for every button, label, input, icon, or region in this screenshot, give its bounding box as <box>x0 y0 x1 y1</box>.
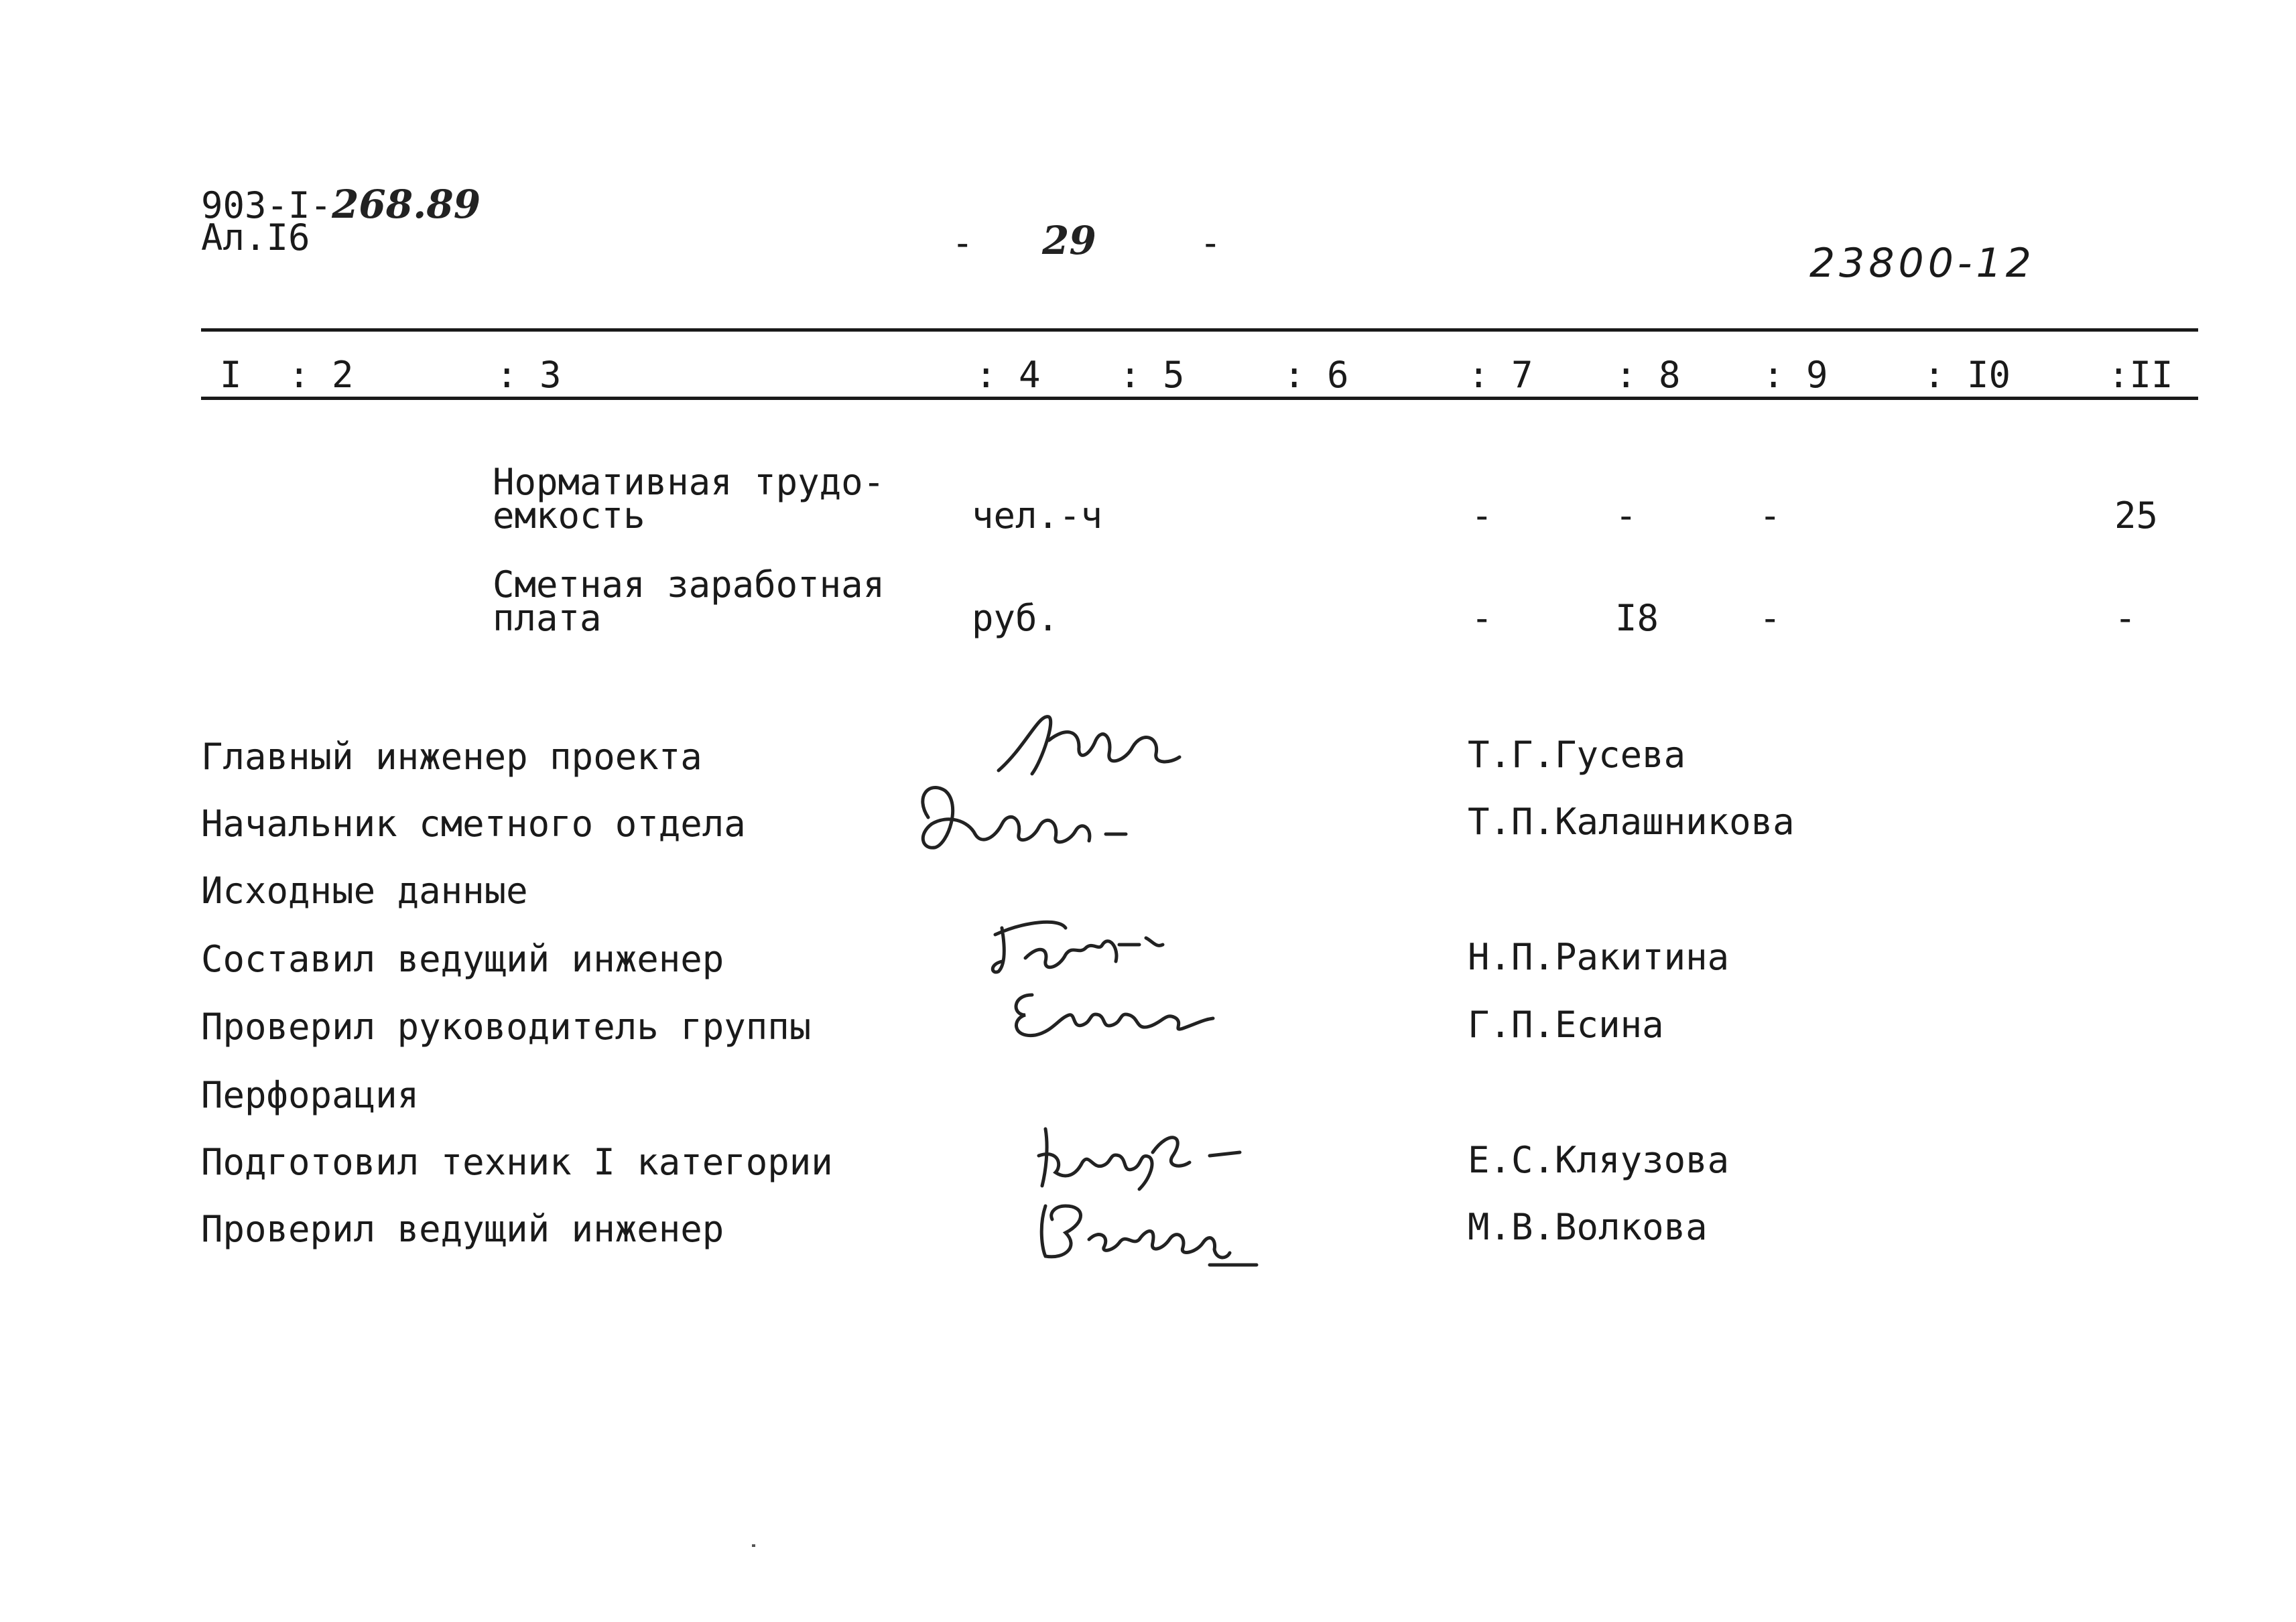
column-header-3: : 3 <box>496 354 562 396</box>
column-header-8: : 8 <box>1615 354 1681 396</box>
page-dash-left: - <box>952 222 974 264</box>
signoff-name: Т.Г.Гусева <box>1468 734 1686 776</box>
signoff-role: Подготовил техник I категории <box>201 1141 833 1183</box>
column-header-5: : 5 <box>1119 354 1185 396</box>
signature-volkova <box>1025 1186 1267 1273</box>
column-header-2: : 2 <box>288 354 354 396</box>
row-name-line1: Нормативная трудо- <box>493 461 885 503</box>
document-code-prefix: 903-I- <box>201 184 332 226</box>
row-name-line2: емкость <box>493 494 645 537</box>
row-col8: - <box>1615 494 1637 537</box>
signoff-name: Е.С.Кляузова <box>1468 1139 1730 1181</box>
row-col11: - <box>2114 597 2136 639</box>
column-header-4: : 4 <box>975 354 1041 396</box>
column-header-9: : 9 <box>1763 354 1828 396</box>
signature-esina <box>1005 978 1220 1045</box>
column-header-6: : 6 <box>1283 354 1349 396</box>
signoff-role: Проверил руководитель группы <box>201 1006 812 1048</box>
sheet-label: Ал.I6 <box>201 216 310 259</box>
column-header-10: : I0 <box>1923 354 2011 396</box>
row-col9: - <box>1759 597 1781 639</box>
document-code-handwritten: 268.89 <box>332 182 481 227</box>
column-header-1: I <box>220 354 242 396</box>
signoff-role: Перфорация <box>201 1074 420 1116</box>
signature-kalashnikova <box>908 770 1136 864</box>
row-col9: - <box>1759 494 1781 537</box>
signoff-role: Проверил ведущий инженер <box>201 1208 724 1250</box>
row-col11: 25 <box>2114 494 2159 537</box>
row-unit: руб. <box>972 597 1060 639</box>
scan-speck <box>752 1544 755 1547</box>
row-col8: I8 <box>1615 597 1659 639</box>
row-col7: - <box>1471 494 1493 537</box>
header-rule-top <box>201 328 2198 332</box>
signoff-role: Начальник сметного отдела <box>201 803 746 845</box>
signoff-name: Т.П.Калашникова <box>1468 801 1795 843</box>
signoff-name: Н.П.Ракитина <box>1468 936 1730 978</box>
page-number: 29 <box>1042 218 1096 263</box>
row-name-line2: плата <box>493 597 602 639</box>
signoff-role: Главный инженер проекта <box>201 736 702 778</box>
signature-klyauzova <box>1025 1116 1253 1196</box>
signoff-name: М.В.Волкова <box>1468 1206 1708 1248</box>
row-col7: - <box>1471 597 1493 639</box>
row-name-line1: Сметная заработная <box>493 563 885 606</box>
signature-rakitina <box>985 908 1186 982</box>
signoff-role: Исходные данные <box>201 870 528 912</box>
header-rule-bottom <box>201 397 2198 400</box>
signoff-name: Г.П.Есина <box>1468 1004 1664 1046</box>
row-unit: чел.-ч <box>972 494 1103 537</box>
signoff-role: Составил ведущий инженер <box>201 938 724 980</box>
column-header-11: :II <box>2108 354 2173 396</box>
column-header-7: : 7 <box>1468 354 1533 396</box>
page-dash-right: - <box>1200 222 1222 264</box>
stamp-number: 23800-12 <box>1809 240 2035 287</box>
